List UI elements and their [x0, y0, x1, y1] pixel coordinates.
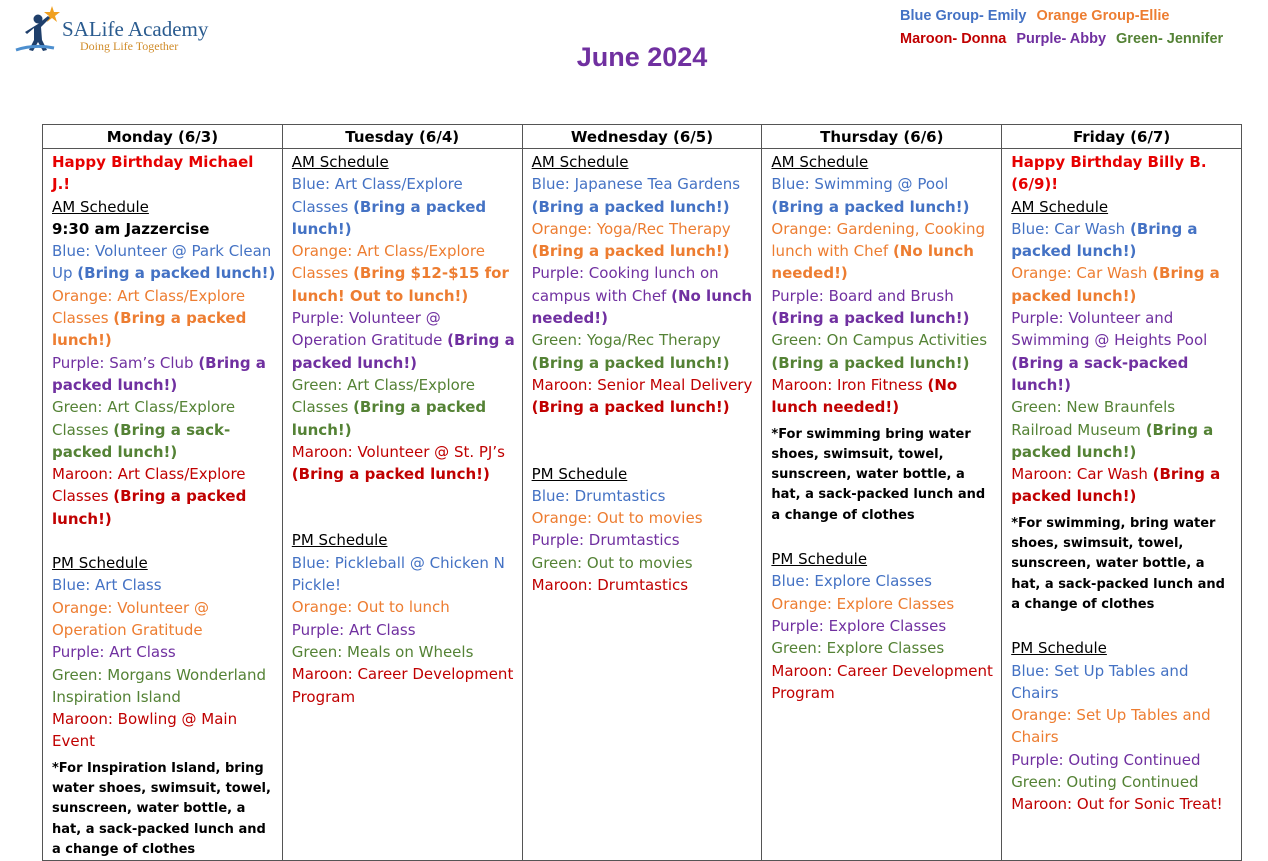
schedule-line [292, 596, 516, 618]
text-run: Purple: Cooking lunch on campus with Chef [531, 264, 719, 305]
spacer [532, 441, 756, 463]
text-run: Purple: Drumtastics [531, 531, 680, 550]
schedule-heading [771, 548, 995, 570]
text-run: (No lunch needed!) [771, 242, 974, 283]
text-run: AM Schedule [52, 197, 149, 216]
schedule-line [292, 641, 516, 663]
day-cell [43, 149, 283, 861]
text-run: Maroon: Iron Fitness [771, 375, 928, 394]
text-run: Purple: Explore Classes [771, 616, 947, 635]
day-header: Friday (6/7) [1002, 125, 1242, 149]
text-run: (Bring a packed lunch!) [771, 197, 970, 216]
schedule-line [532, 485, 756, 507]
legend-item: Purple- Abby [1016, 31, 1107, 47]
schedule-line [52, 285, 276, 352]
text-run: *For swimming, bring water shoes, swimsuit, towel, sunscreen, water bottle, a hat, a sack-packed lunch and a change of clothes [1011, 515, 1225, 612]
text-run: (Bring a packed lunch!) [52, 487, 247, 528]
text-run: Maroon: Bowling @ Main Event [52, 710, 238, 751]
schedule-line [52, 641, 276, 663]
text-run: PM Schedule [291, 531, 388, 550]
text-run: (Bring a packed lunch!) [291, 465, 490, 484]
text-run: (No lunch needed!) [531, 286, 753, 328]
schedule-heading [292, 151, 516, 173]
group-legend-row-2 [900, 31, 1233, 47]
text-run: Purple: Board and Brush [771, 286, 954, 305]
text-run: (Bring a packed lunch!) [531, 242, 730, 261]
text-run: Maroon: Car Wash [1011, 465, 1153, 484]
page-title: June 2024 [576, 42, 708, 72]
text-run: (Bring a packed lunch!) [52, 353, 266, 394]
text-run: (Bring a packed lunch!) [291, 331, 515, 372]
schedule-line [292, 552, 516, 597]
schedule-line [1011, 218, 1235, 263]
text-run: 9:30 am Jazzercise [52, 219, 210, 238]
schedule-line [292, 307, 516, 374]
text-run: AM Schedule [291, 153, 389, 171]
day-header: Wednesday (6/5) [522, 125, 762, 149]
schedule-line [532, 218, 756, 263]
text-run: Blue: Volunteer @ Park Clean Up [52, 242, 272, 283]
schedule-line [52, 597, 276, 642]
text-run: (Bring a packed lunch!) [771, 309, 970, 328]
schedule-line [771, 660, 995, 705]
calendar-header-row [43, 125, 1242, 149]
text-run: *For swimming bring water shoes, swimsuit, towel, sunscreen, water bottle, a hat, a sack-packed lunch and a change of clothes [771, 426, 986, 523]
text-run: (Bring a sack-packed lunch!) [52, 420, 231, 461]
schedule-heading [292, 529, 516, 551]
schedule-line [771, 218, 995, 285]
schedule-line [532, 173, 756, 218]
schedule-heading [52, 196, 276, 218]
schedule-line [52, 574, 276, 596]
logo-name: SALife Academy [62, 17, 209, 41]
text-run: Green: Explore Classes [771, 639, 945, 658]
schedule-line [1011, 396, 1235, 463]
text-run: PM Schedule [771, 550, 868, 569]
schedule-line [292, 441, 516, 486]
schedule-line [771, 593, 995, 615]
text-run: Purple: Art Class [291, 620, 416, 639]
spacer [1011, 615, 1235, 637]
schedule-line [292, 619, 516, 641]
schedule-line [52, 664, 276, 709]
text-run: Orange: Explore Classes [771, 594, 955, 613]
schedule-line [532, 574, 756, 596]
day-header: Tuesday (6/4) [282, 125, 522, 149]
schedule-line [1011, 704, 1235, 749]
schedule-line [52, 708, 276, 753]
schedule-heading [532, 151, 756, 173]
text-run: (Bring $12-$15 for lunch! Out to lunch!) [291, 264, 509, 305]
text-run: (Bring a sack-packed lunch!) [1011, 353, 1189, 394]
spacer [532, 419, 756, 441]
day-cell [762, 149, 1002, 861]
schedule-line [292, 374, 516, 441]
text-run: (Bring a packed lunch!) [77, 264, 276, 283]
schedule-line [771, 615, 995, 637]
text-run: Green: On Campus Activities [771, 331, 988, 350]
schedule-line [771, 374, 995, 419]
spacer [292, 507, 516, 529]
text-run: (Bring a packed lunch!) [531, 353, 730, 372]
schedule-heading [771, 151, 995, 173]
text-run: Orange: Volunteer @ Operation Gratitude [52, 598, 209, 639]
schedule-heading [1011, 637, 1235, 659]
day-cell [282, 149, 522, 861]
schedule-line [771, 637, 995, 659]
text-run: Purple: Sam’s Club [52, 353, 199, 372]
text-run: Purple: Volunteer and Swimming @ Heights Pool [1011, 309, 1208, 350]
schedule-line [1011, 793, 1235, 815]
schedule-line [52, 151, 276, 196]
text-run: AM Schedule [1011, 197, 1109, 216]
weekly-calendar [42, 124, 1242, 861]
text-run: Blue: Car Wash [1011, 219, 1130, 238]
schedule-heading [532, 463, 756, 485]
schedule-heading [52, 552, 276, 574]
day-header: Monday (6/3) [43, 125, 283, 149]
schedule-heading [1011, 196, 1235, 218]
schedule-line [1011, 307, 1235, 396]
schedule-line [292, 663, 516, 708]
schedule-line [532, 329, 756, 374]
spacer [771, 526, 995, 548]
spacer [292, 485, 516, 507]
schedule-line [532, 374, 756, 419]
day-header: Thursday (6/6) [762, 125, 1002, 149]
schedule-line [532, 552, 756, 574]
text-run: Blue: Pickleball @ Chicken N Pickle! [291, 553, 505, 595]
group-legend-row-1 [900, 8, 1179, 24]
legend-item: Blue Group- Emily [900, 8, 1027, 24]
schedule-line [52, 396, 276, 463]
text-run: Orange: Set Up Tables and Chairs [1011, 706, 1211, 747]
text-run: Blue: Art Class [52, 576, 162, 595]
text-run: (Bring a packed lunch!) [1011, 219, 1198, 261]
text-run: Green: Morgans Wonderland Inspiration Island [52, 665, 267, 706]
schedule-line [52, 218, 276, 240]
text-run: Maroon: Senior Meal Delivery [531, 375, 753, 394]
schedule-line [1011, 749, 1235, 771]
schedule-line [1011, 463, 1235, 508]
text-run: Green: Yoga/Rec Therapy [531, 331, 721, 350]
text-run: Purple: Volunteer @ Operation Gratitude [291, 309, 448, 350]
text-run: Green: Art Class/Explore Classes [52, 398, 236, 439]
calendar-body-row [43, 149, 1242, 861]
schedule-line [1011, 262, 1235, 307]
day-cell [522, 149, 762, 861]
text-run: Happy Birthday Michael J.! [52, 153, 254, 194]
text-run: (Bring a packed lunch!) [291, 197, 487, 238]
text-run: (Bring a packed lunch!) [1011, 420, 1214, 461]
legend-item: Orange Group-Ellie [1036, 8, 1170, 24]
text-run: Green: New Braunfels Railroad Museum [1011, 398, 1176, 439]
schedule-line [292, 240, 516, 307]
text-run: (Bring a packed lunch!) [531, 398, 730, 417]
text-run: Green: Out to movies [531, 553, 693, 572]
text-run: (Bring a packed lunch!) [1011, 264, 1220, 305]
text-run: (No lunch needed!) [771, 375, 958, 417]
text-run: Happy Birthday Billy B. (6/9)! [1011, 153, 1207, 194]
text-run: Blue: Japanese Tea Gardens [531, 175, 741, 194]
schedule-line [1011, 771, 1235, 793]
schedule-line [532, 262, 756, 329]
schedule-line [771, 285, 995, 330]
text-run: Maroon: Career Development Program [291, 665, 514, 706]
text-run: Orange: Yoga/Rec Therapy [531, 219, 731, 238]
schedule-line [771, 570, 995, 592]
text-run: (Bring a packed lunch!) [531, 197, 730, 216]
text-run: Green: Meals on Wheels [291, 642, 474, 661]
text-run: AM Schedule [531, 153, 629, 171]
logo-tagline: Doing Life Together [80, 39, 179, 53]
text-run: *For Inspiration Island, bring water shoes, swimsuit, towel, sunscreen, water bottle, a hat, a sack-packed lunch and a change of clothes [52, 760, 271, 857]
text-run: (Bring a packed lunch!) [52, 309, 247, 350]
schedule-line [532, 507, 756, 529]
text-run: (Bring a packed lunch!) [291, 398, 487, 439]
schedule-line [52, 352, 276, 397]
text-run: Green: Outing Continued [1011, 773, 1199, 792]
text-run: Orange: Gardening, Cooking lunch with Chef [771, 219, 986, 261]
text-run: Orange: Art Class/Explore Classes [291, 242, 485, 283]
text-run: Blue: Set Up Tables and Chairs [1011, 661, 1189, 702]
text-run: PM Schedule [52, 554, 148, 573]
schedule-line [1011, 660, 1235, 705]
schedule-line [532, 529, 756, 551]
text-run: Orange: Out to movies [531, 509, 703, 528]
schedule-line [1011, 151, 1235, 196]
text-run: Maroon: Volunteer @ St. PJ’s [291, 442, 505, 461]
text-run: Orange: Out to lunch [291, 598, 450, 617]
text-run: Orange: Art Class/Explore Classes [52, 286, 246, 328]
text-run: Blue: Drumtastics [531, 486, 666, 505]
text-run: Blue: Explore Classes [771, 572, 932, 591]
spacer [52, 530, 276, 552]
legend-item: Maroon- Donna [900, 31, 1007, 47]
text-run: Green: Art Class/Explore Classes [291, 375, 475, 417]
note-text [1011, 514, 1235, 615]
text-run: PM Schedule [1011, 639, 1107, 658]
text-run: Orange: Car Wash [1011, 264, 1153, 283]
day-cell [1002, 149, 1242, 861]
schedule-line [771, 329, 995, 374]
schedule-line [52, 240, 276, 285]
text-run: (Bring a packed lunch!) [1011, 465, 1221, 506]
text-run: (Bring a packed lunch!) [771, 353, 970, 372]
text-run: Purple: Outing Continued [1011, 750, 1201, 769]
schedule-line [52, 463, 276, 530]
text-run: Blue: Art Class/Explore Classes [291, 175, 463, 216]
text-run: Purple: Art Class [52, 643, 176, 662]
text-run: AM Schedule [771, 153, 869, 171]
text-run: PM Schedule [531, 464, 628, 483]
schedule-line [292, 173, 516, 240]
text-run: Maroon: Out for Sonic Treat! [1011, 795, 1223, 814]
note-text [771, 425, 995, 526]
text-run: Blue: Swimming @ Pool [771, 175, 949, 194]
legend-item: Green- Jennifer [1116, 31, 1224, 47]
text-run: Maroon: Career Development Program [771, 661, 993, 702]
schedule-line [771, 173, 995, 218]
text-run: Maroon: Drumtastics [531, 576, 689, 595]
text-run: Maroon: Art Class/Explore Classes [52, 465, 246, 506]
